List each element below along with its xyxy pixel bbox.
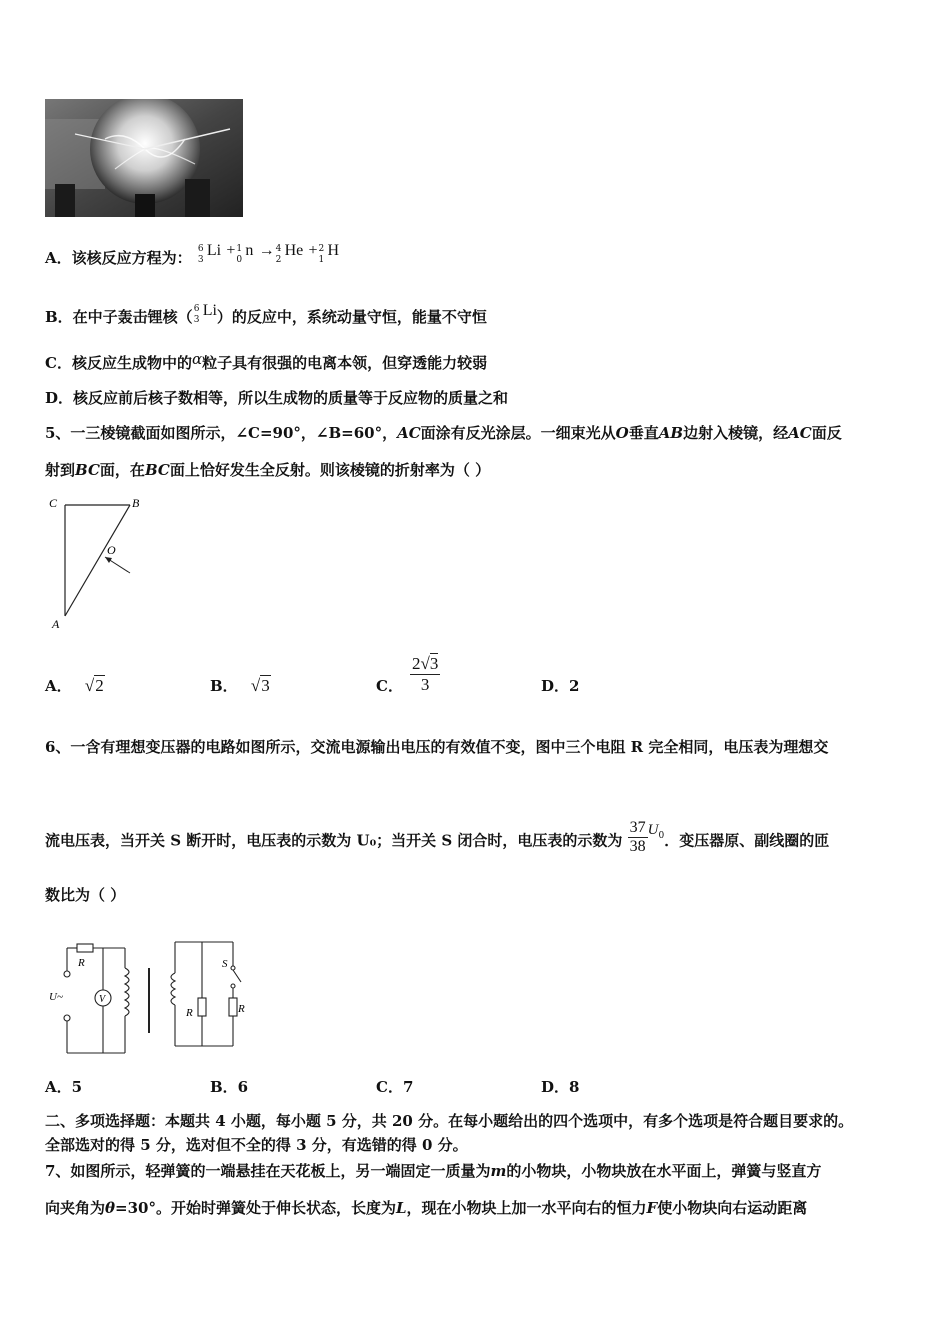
q4-option-a [45, 242, 340, 269]
q6-stem-line1: 6、一含有理想变压器的电路如图所示，交流电源输出电压的有效值不变，图中三个电阻 R 完全相同，电压表为理想交 [45, 738, 829, 756]
q5-stem-line1: 5、一三棱镜截面如图所示，∠C=90°，∠B=60°，AC面涂有反光涂层。一细束光从O垂直AB边射入棱镜，经AC面反 [45, 424, 842, 442]
q5-stem-line2: 射到BC面，在BC面上恰好发生全反射。则该棱镜的折射率为（ ） [45, 461, 491, 479]
q5-prism-figure [45, 493, 145, 633]
q5-label-a: A [52, 617, 60, 631]
plasma-ball-image [45, 99, 243, 217]
plasma-ball-photo [45, 99, 243, 217]
q4-option-d: D．核反应前后核子数相等，所以生成物的质量等于反应物的质量之和 [45, 389, 509, 407]
q6-option-c: C．7 [376, 1078, 414, 1096]
section2-header-line1: 二、多项选择题：本题共 4 小题，每小题 5 分，共 20 分。在每小题给出的四个选项中，有多个选项是符合题目要求的。 [45, 1112, 854, 1130]
q5-label-c: C [49, 496, 58, 510]
q6-label-r3: R [238, 1003, 245, 1015]
q4-option-a-equation: 6 3 Li + 1 0 n → 4 2 He + 2 1 H [197, 242, 340, 265]
q6-label-r1: R [78, 957, 85, 969]
q6-circuit-figure [45, 938, 245, 1058]
section2-header-line2: 全部选对的得 5 分，选对但不全的得 3 分，有选错的得 0 分。 [45, 1136, 468, 1154]
q4-option-a-label: A．该核反应方程为： [45, 249, 192, 267]
q4-option-b: B．在中子轰击锂核（ 6 3 Li）的反应中，系统动量守恒，能量不守恒 [45, 302, 487, 326]
q7-stem-line2: 向夹角为θ=30°。开始时弹簧处于伸长状态，长度为L，现在小物块上加一水平向右的恒力F使小物块向右运动距离 [45, 1199, 808, 1217]
q6-label-u: U~ [49, 991, 63, 1003]
q6-stem-line3: 数比为（ ） [45, 886, 126, 904]
q7-stem-line1: 7、如图所示，轻弹簧的一端悬挂在天花板上，另一端固定一质量为m的小物块，小物块放在水平面上，弹簧与竖直方 [45, 1162, 822, 1180]
q6-label-r2: R [186, 1007, 193, 1019]
q5-label-b: B [132, 496, 140, 510]
q6-stem-line2: 流电压表，当开关 S 断开时，电压表的示数为 U₀；当开关 S 闭合时，电压表的示数为 $\frac{37}{38}$ $U^0$．变压器原、副线圈的匝 [45, 819, 830, 855]
q4-option-c: C．核反应生成物中的α粒子具有很强的电离本领，但穿透能力较弱 [45, 350, 488, 372]
q5-option-a: A． √2 [45, 676, 104, 695]
q6-label-v: V [99, 994, 106, 1005]
q5-option-b: B． √3 [210, 676, 270, 695]
q5-option-d: D．2 [541, 677, 580, 695]
q5-label-o: O [107, 543, 116, 557]
q5-option-c: C． $\frac{2√3}{3}$ [376, 654, 439, 695]
q6-option-a: A．5 [45, 1078, 83, 1096]
q6-option-d: D．8 [541, 1078, 580, 1096]
q6-label-s: S [222, 958, 228, 970]
q6-option-b: B．6 [210, 1078, 249, 1096]
